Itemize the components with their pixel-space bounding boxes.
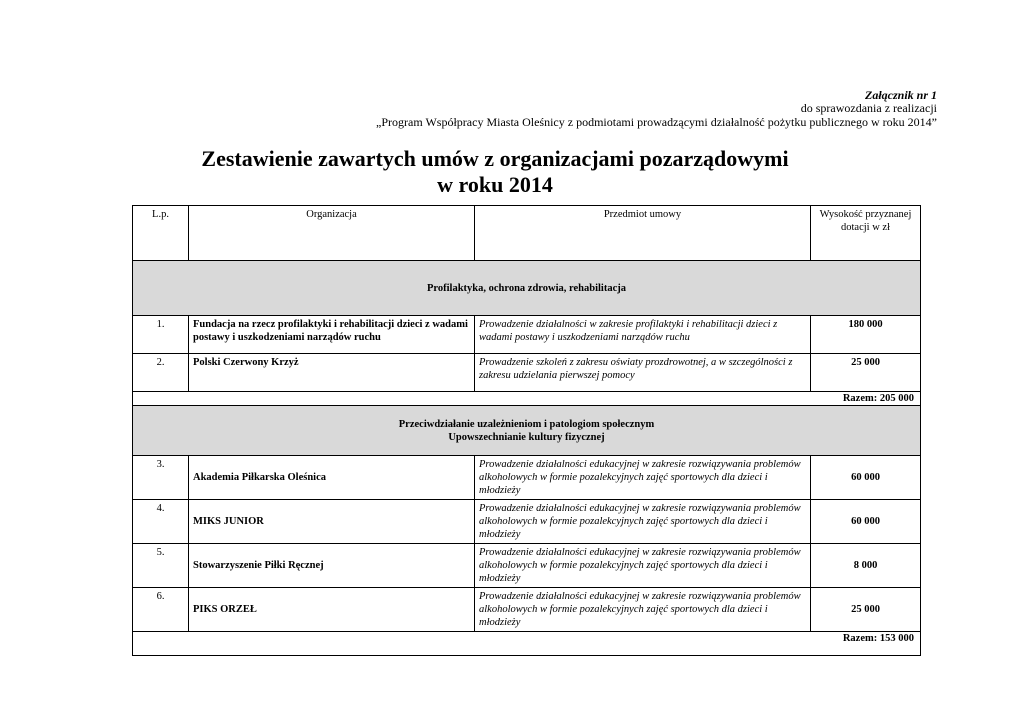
table-row bbox=[133, 588, 921, 632]
row-lp: 1. bbox=[133, 316, 189, 354]
header-amount: Wysokość przyznanej dotacji w zł bbox=[811, 206, 921, 261]
section-title: Przeciwdziałanie uzależnieniom i patologiom społecznym bbox=[398, 418, 655, 430]
row-subject: Prowadzenie szkoleń z zakresu oświaty prozdrowotnej, a w szczególności z zakresu udzielania pierwszej pomocy bbox=[475, 354, 811, 392]
row-organization: MIKS JUNIOR bbox=[189, 500, 475, 544]
table-row bbox=[133, 456, 921, 500]
row-organization: Akademia Piłkarska Oleśnica bbox=[189, 456, 475, 500]
row-organization: Polski Czerwony Krzyż bbox=[189, 354, 475, 392]
row-subject: Prowadzenie działalności w zakresie profilaktyki i rehabilitacji dzieci z wadami postawy i uszkodzeniami narządów ruchu bbox=[475, 316, 811, 354]
title-line-2: w roku 2014 bbox=[437, 172, 553, 197]
table-row bbox=[133, 354, 921, 392]
row-amount: 60 000 bbox=[811, 500, 921, 544]
row-organization: Fundacja na rzecz profilaktyki i rehabilitacji dzieci z wadami postawy i uszkodzeniami narządów ruchu bbox=[189, 316, 475, 354]
section-total: Razem: 205 000 bbox=[133, 392, 921, 406]
row-amount: 180 000 bbox=[811, 316, 921, 354]
table-row bbox=[133, 316, 921, 354]
row-subject: Prowadzenie działalności edukacyjnej w zakresie rozwiązywania problemów alkoholowych w formie pozalekcyjnych zajęć sportowych dla dzieci i młodzieży bbox=[475, 544, 811, 588]
page-title bbox=[160, 146, 830, 198]
section-total: Razem: 153 000 bbox=[133, 632, 921, 656]
row-amount: 25 000 bbox=[811, 588, 921, 632]
program-name: „Program Współpracy Miasta Oleśnicy z podmiotami prowadzącymi działalność pożytku publicznego w roku 2014” bbox=[376, 115, 937, 129]
header-organization: Organizacja bbox=[189, 206, 475, 261]
row-amount: 8 000 bbox=[811, 544, 921, 588]
report-reference: do sprawozdania z realizacji bbox=[800, 101, 937, 115]
section-title: Profilaktyka, ochrona zdrowia, rehabilitacja bbox=[133, 261, 921, 316]
section-subtitle: Upowszechnianie kultury fizycznej bbox=[448, 431, 605, 443]
row-lp: 4. bbox=[133, 500, 189, 544]
row-subject: Prowadzenie działalności edukacyjnej w zakresie rozwiązywania problemów alkoholowych w formie pozalekcyjnych zajęć sportowych dla dzieci i młodzieży bbox=[475, 500, 811, 544]
contracts-table bbox=[132, 205, 921, 656]
header-subject: Przedmiot umowy bbox=[475, 206, 811, 261]
row-subject: Prowadzenie działalności edukacyjnej w zakresie rozwiązywania problemów alkoholowych w formie pozalekcyjnych zajęć sportowych dla dzieci i młodzieży bbox=[475, 456, 811, 500]
section-title-block bbox=[133, 406, 921, 456]
table-row bbox=[133, 544, 921, 588]
title-line-1: Zestawienie zawartych umów z organizacjami pozarządowymi bbox=[201, 146, 789, 171]
row-lp: 5. bbox=[133, 544, 189, 588]
row-organization: Stowarzyszenie Piłki Ręcznej bbox=[189, 544, 475, 588]
total-row bbox=[133, 392, 921, 406]
attachment-label: Załącznik nr 1 bbox=[864, 88, 937, 102]
total-row bbox=[133, 632, 921, 656]
row-lp: 2. bbox=[133, 354, 189, 392]
header-lp: L.p. bbox=[133, 206, 189, 261]
table-row bbox=[133, 500, 921, 544]
section-row bbox=[133, 261, 921, 316]
row-subject: Prowadzenie działalności edukacyjnej w zakresie rozwiązywania problemów alkoholowych w formie pozalekcyjnych zajęć sportowych dla dzieci i młodzieży bbox=[475, 588, 811, 632]
section-row bbox=[133, 406, 921, 456]
row-lp: 3. bbox=[133, 456, 189, 500]
table-header-row bbox=[133, 206, 921, 261]
row-amount: 60 000 bbox=[811, 456, 921, 500]
row-organization: PIKS ORZEŁ bbox=[189, 588, 475, 632]
row-amount: 25 000 bbox=[811, 354, 921, 392]
row-lp: 6. bbox=[133, 588, 189, 632]
